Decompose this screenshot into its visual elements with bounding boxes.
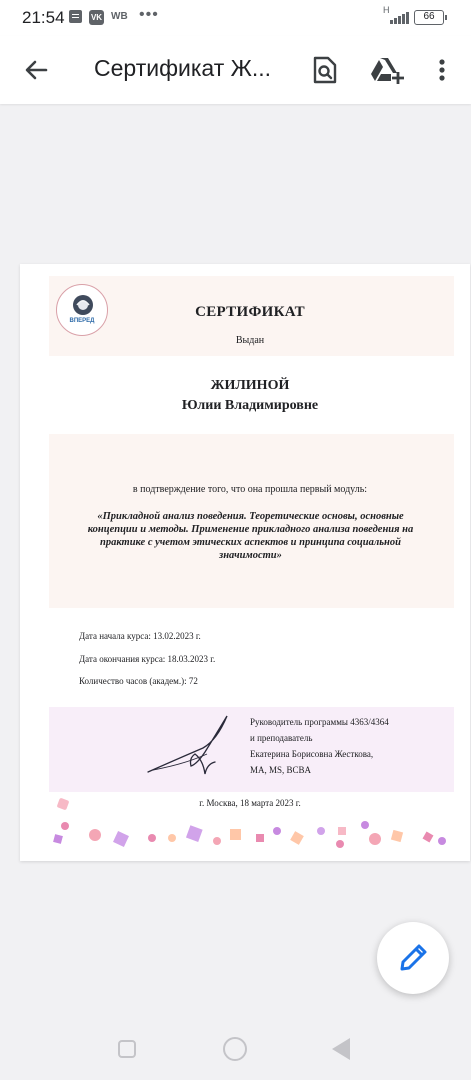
course-name: «Прикладной анализ поведения. Теоретические основы, основные концепции и методы. Применение прикладного анализа поведения на практике с учетом этических аспектов и принципа социальной значимости» [87, 511, 414, 561]
recipient-name: Юлии Владимировне [181, 398, 319, 413]
issued-label: Выдан [235, 335, 265, 346]
status-bar [0, 0, 471, 36]
signer-line-1: Руководитель программы 4363/4364 [250, 717, 389, 727]
handwritten-signature [145, 708, 230, 778]
vk-icon: VK [89, 10, 104, 25]
wb-icon: WB [111, 11, 128, 22]
more-vert-icon[interactable] [430, 54, 454, 86]
signer-block [250, 714, 450, 778]
recents-icon[interactable] [118, 1040, 136, 1058]
confetti-decoration [20, 789, 470, 861]
pencil-edit-icon [377, 922, 449, 994]
back-icon[interactable] [332, 1038, 350, 1060]
message-icon [69, 10, 82, 23]
signer-line-3: Екатерина Борисовна Жесткова, [250, 749, 374, 759]
status-time: 21:54 [22, 8, 65, 27]
home-icon[interactable] [223, 1037, 247, 1061]
signal-icon [390, 12, 410, 24]
app-bar [0, 36, 471, 104]
back-arrow-icon[interactable] [20, 54, 52, 86]
battery-icon: 66 [414, 10, 444, 25]
confirmation-text: в подтверждение того, что она прошла первый модуль: [132, 484, 368, 495]
add-to-drive-icon[interactable] [369, 54, 405, 86]
system-nav-bar [0, 1010, 471, 1080]
edit-button[interactable] [377, 922, 449, 994]
certificate-page [20, 264, 470, 861]
signer-line-4: MA, MS, BCBA [250, 765, 312, 775]
place-date: г. Москва, 18 марта 2023 г. [199, 798, 301, 808]
document-title: Сертификат Ж... [94, 55, 272, 81]
logo-text: ВПЕРЕД [69, 318, 95, 324]
course-start-date: Дата начала курса: 13.02.2023 г. [79, 631, 201, 641]
certificate-title: СЕРТИФИКАТ [195, 304, 305, 320]
search-document-icon[interactable] [310, 54, 340, 86]
course-end-date: Дата окончания курса: 18.03.2023 г. [79, 654, 216, 664]
course-hours: Количество часов (академ.): 72 [79, 676, 198, 686]
network-type-label: H [383, 5, 390, 15]
signer-line-2: и преподаватель [250, 733, 313, 743]
recipient-surname: ЖИЛИНОЙ [210, 378, 290, 393]
more-notifications-icon: ••• [139, 6, 159, 23]
